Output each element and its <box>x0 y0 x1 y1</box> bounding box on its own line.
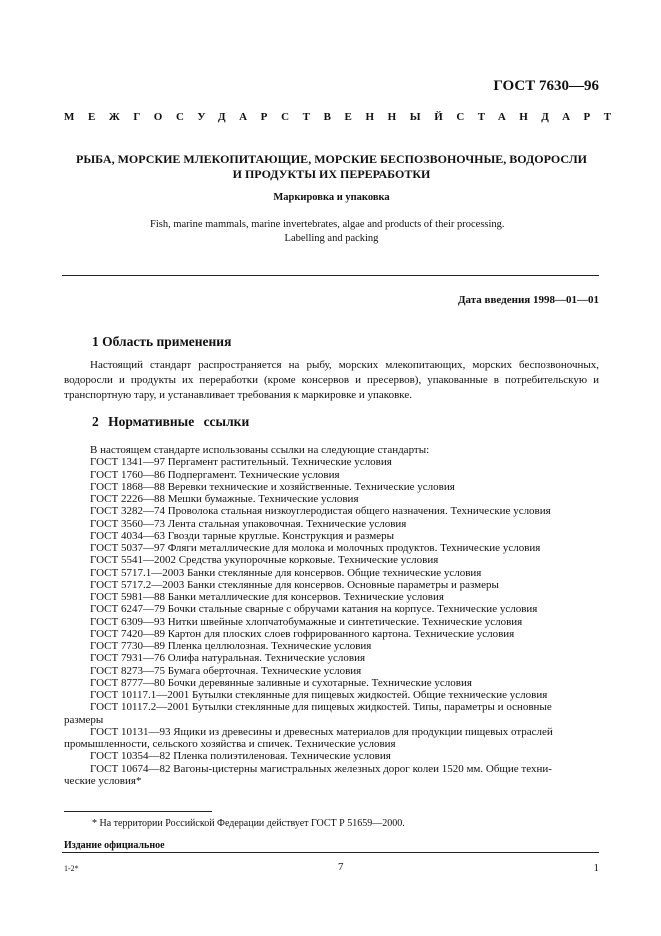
reference-item: ГОСТ 3560—73 Лента стальная упаковочная. Технические условия <box>90 517 407 530</box>
introduction-date: Дата введения 1998—01—01 <box>457 294 599 306</box>
reference-item: ГОСТ 1341—97 Пергамент растительный. Технические условия <box>90 456 392 469</box>
reference-item-continuation: промышленности, сельского хозяйства и спичек. Технические условия <box>64 738 396 750</box>
reference-item: ГОСТ 5717.2—2003 Банки стеклянные для консервов. Основные параметры и размеры <box>90 578 499 591</box>
interstate-standard-banner <box>64 111 625 123</box>
reference-item: ГОСТ 8273—75 Бумага оберточная. Технические условия <box>90 664 362 677</box>
reference-item-continuation: размеры <box>64 713 104 726</box>
reference-item: ГОСТ 10117.1—2001 Бутылки стеклянные для пищевых жидкостей. Общие технические условия <box>90 689 548 701</box>
reference-item: ГОСТ 5717.1—2003 Банки стеклянные для консервов. Общие технические условия <box>90 566 482 579</box>
standard-word: СТАНДАРТ <box>456 111 625 123</box>
reference-item: ГОСТ 6247—79 Бочки стальные сварные с обручами катания на корпусе. Технические условия <box>90 603 538 616</box>
reference-item: ГОСТ 1760—86 Подпергамент. Технические условия <box>90 468 340 481</box>
reference-item: ГОСТ 3282—74 Проволока стальная низкоуглеродистая общего назначения. Технические условия <box>90 505 551 518</box>
document-subtitle: Маркировка и упаковка <box>273 192 390 203</box>
official-edition-label: Издание официальное <box>64 840 165 851</box>
print-mark: 1-2* <box>64 864 79 873</box>
document-title <box>64 152 599 182</box>
english-title-line-1: Fish, marine mammals, marine invertebrates, algae and products of their processing. <box>150 219 505 230</box>
reference-item: ГОСТ 6309—93 Нитки швейные хлопчатобумажные и синтетические. Технические условия <box>90 615 523 628</box>
english-title <box>64 218 599 246</box>
footnote-divider <box>64 811 212 812</box>
reference-item: ГОСТ 7931—76 Олифа натуральная. Технические условия <box>90 652 366 665</box>
section-1-heading: 1 Область применения <box>92 334 232 349</box>
reference-item: ГОСТ 10354—82 Пленка полиэтиленовая. Технические условия <box>90 750 391 763</box>
reference-item: ГОСТ 4034—63 Гвозди тарные круглые. Конструкция и размеры <box>90 529 395 542</box>
header-divider <box>62 275 599 276</box>
page-number: 1 <box>593 862 599 874</box>
reference-item: ГОСТ 1868—88 Веревки технические и хозяйственные. Технические условия <box>90 480 455 493</box>
reference-item: ГОСТ 10131—93 Ящики из древесины и древесных материалов для продукции пищевых отраслей <box>90 725 553 738</box>
reference-item: ГОСТ 10674—82 Вагоны-цистерны магистральных железных дорог колеи 1520 мм. Общие техни- <box>90 762 552 775</box>
title-line-1: РЫБА, МОРСКИЕ МЛЕКОПИТАЮЩИЕ, МОРСКИЕ БЕСПОЗВОНОЧНЫЕ, ВОДОРОСЛИ <box>76 152 587 166</box>
reference-item: ГОСТ 8777—80 Бочки деревянные заливные и сухотарные. Технические условия <box>90 676 472 689</box>
references-intro: В настоящем стандарте использованы ссылки на следующие стандарты: <box>90 444 430 456</box>
reference-item: ГОСТ 7730—89 Пленка целлюлозная. Технические условия <box>90 640 372 652</box>
title-line-2: И ПРОДУКТЫ ИХ ПЕРЕРАБОТКИ <box>232 167 431 181</box>
reference-item: ГОСТ 2226—88 Мешки бумажные. Технические условия <box>90 493 359 505</box>
reference-item: ГОСТ 7420—89 Картон для плоских слоев гофрированного картона. Технические условия <box>90 627 515 640</box>
standard-code: ГОСТ 7630—96 <box>493 78 599 94</box>
english-title-line-2: Labelling and packing <box>284 233 379 244</box>
section-2-heading: 2 Нормативные ссылки <box>92 414 250 429</box>
section-1-text: Настоящий стандарт распространяется на рыбу, морских млекопитающих, морских беспозвоночных, водоросли и продукты их переработки (кроме консервов и пресервов), упакованные в потребительскую и транспортную тару, и устанавливает требования к маркировке и упаковке. <box>64 359 599 401</box>
reference-item: ГОСТ 5037—97 Фляги металлические для молока и молочных продуктов. Технические условия <box>90 542 541 554</box>
reference-item: ГОСТ 10117.2—2001 Бутылки стеклянные для пищевых жидкостей. Типы, параметры и основные <box>90 701 552 714</box>
normative-references-list <box>64 444 599 787</box>
reference-item: ГОСТ 5981—88 Банки металлические для консервов. Технические условия <box>90 591 444 603</box>
center-page-number: 7 <box>338 861 344 873</box>
footer-divider <box>62 852 599 853</box>
reference-item: ГОСТ 5541—2002 Средства укупорочные корковые. Технические условия <box>90 554 439 567</box>
interstate-word: МЕЖГОСУДАРСТВЕННЫЙ <box>64 111 457 123</box>
reference-item-continuation: ческие условия* <box>64 774 142 787</box>
footnote: * На территории Российской Федерации действует ГОСТ Р 51659—2000. <box>92 818 405 829</box>
